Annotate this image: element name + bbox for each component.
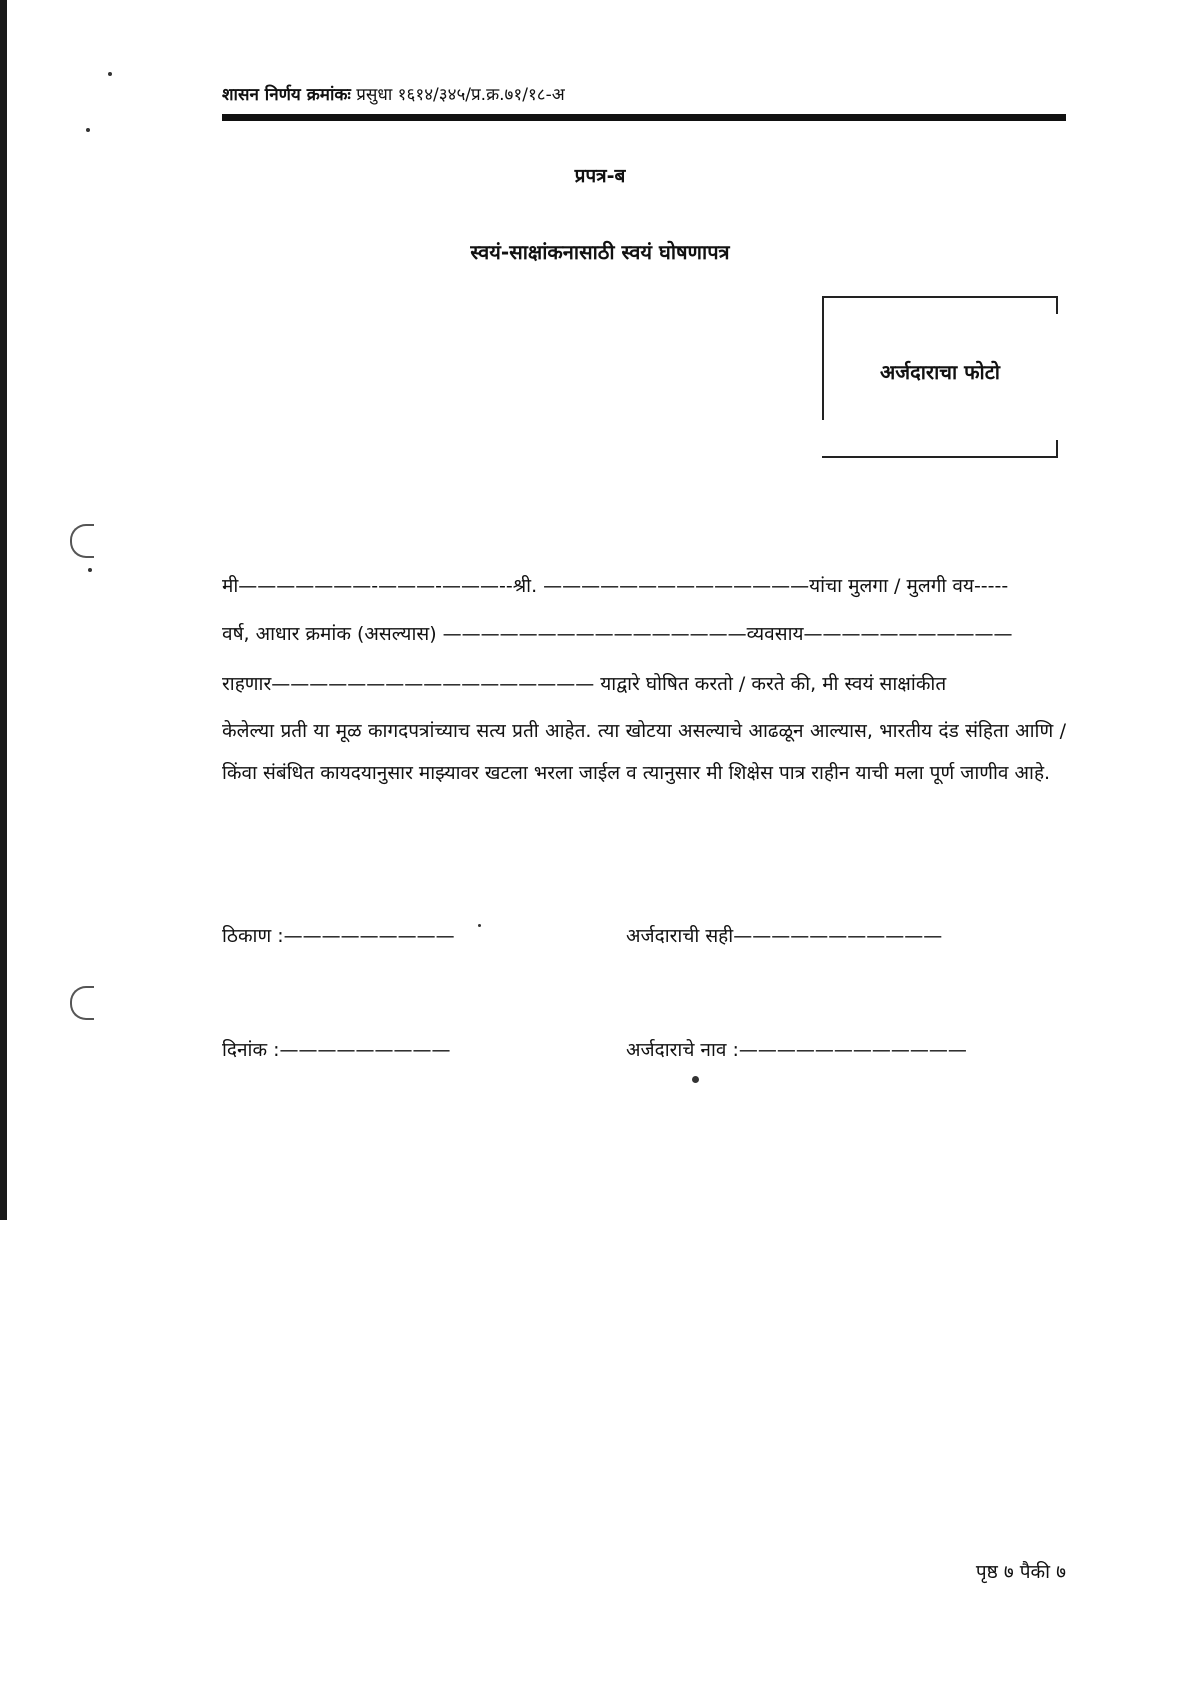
applicant-name-field: अर्जदाराचे नाव :————————————	[626, 1039, 967, 1061]
scan-speck	[692, 1076, 699, 1083]
declaration-line-residence: राहणार————————————————— याद्वारे घोषित करतो / करते की, मी स्वयं साक्षांकीत	[222, 673, 947, 695]
header-rule	[222, 114, 1066, 121]
photo-box-border	[822, 456, 1058, 458]
government-resolution-header	[222, 82, 1066, 105]
applicant-photo-box	[822, 296, 1058, 458]
declaration-paragraph: केलेल्या प्रती या मूळ कागदपत्रांच्याच सत्य प्रती आहेत. त्या खोटया असल्याचे आढळून आल्यास, भारतीय दंड संहिता आणि / किंवा संबंधित कायदयानुसार माझ्यावर खटला भरला जाईल व त्यानुसार मी शिक्षेस पात्र राहीन याची मला पूर्ण जाणीव आहे.	[222, 720, 1066, 784]
scan-speck	[478, 924, 481, 927]
scan-speck	[88, 568, 92, 572]
declaration-line-aadhaar: वर्ष, आधार क्रमांक (असल्यास) ————————————————व्यवसाय———————————	[222, 623, 1013, 645]
scan-bracket-mark	[70, 986, 94, 1020]
declaration-line-name: मी———————-———-———--श्री. ——————————————यांचा मुलगा / मुलगी वय-----	[222, 575, 1009, 597]
place-field: ठिकाण :—————————	[222, 925, 455, 947]
photo-box-label: अर्जदाराचा फोटो	[880, 360, 1000, 384]
scan-speck	[108, 72, 112, 76]
form-name: प्रपत्र-ब	[574, 165, 626, 187]
gr-number-label: शासन निर्णय क्रमांकः	[222, 85, 351, 105]
form-title: स्वयं-साक्षांकनासाठी स्वयं घोषणापत्र	[470, 240, 730, 264]
photo-box-border	[822, 296, 1058, 298]
photo-box-border	[1056, 296, 1058, 314]
scan-speck	[86, 128, 90, 132]
scan-bracket-mark	[70, 524, 94, 558]
gr-number: प्रसुधा १६१४/३४५/प्र.क्र.७१/१८-अ	[356, 85, 565, 105]
signature-field: अर्जदाराची सही———————————	[626, 925, 943, 947]
page-number: पृष्ठ ७ पैकी ७	[975, 1561, 1066, 1583]
photo-box-border	[1056, 440, 1058, 458]
date-field: दिनांक :—————————	[222, 1039, 451, 1061]
